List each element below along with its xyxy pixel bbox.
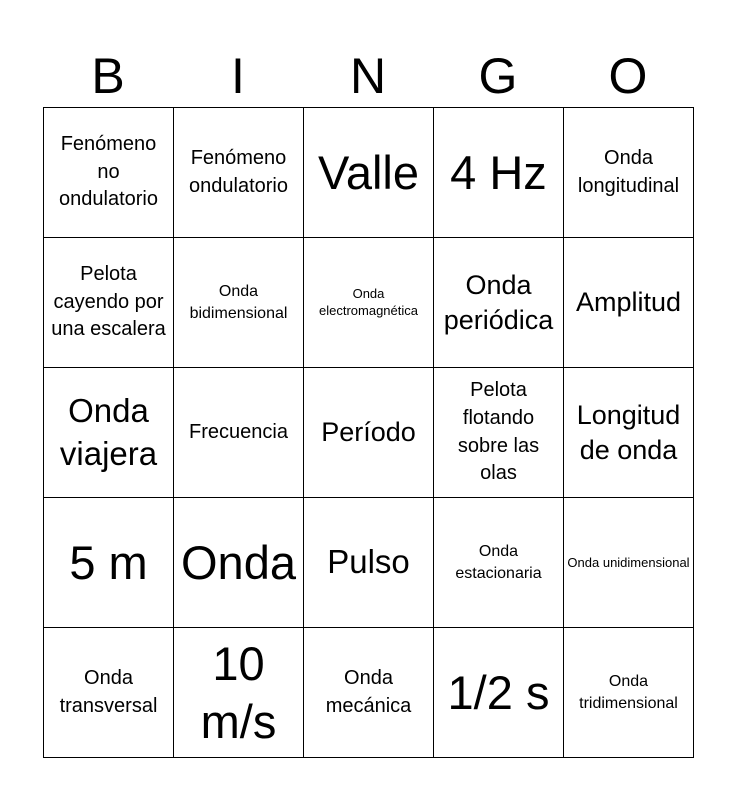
bingo-cell[interactable] (304, 238, 434, 368)
cell-label: Onda tridimensional (579, 672, 678, 712)
cell-label: Onda mecánica (325, 666, 412, 717)
cell-label: Onda (181, 535, 296, 589)
bingo-cell[interactable] (174, 498, 304, 628)
cell-label: Onda transversal (59, 666, 158, 717)
header-letter-i: I (231, 48, 245, 104)
bingo-cell[interactable] (44, 108, 174, 238)
bingo-cell[interactable] (44, 628, 174, 758)
bingo-cell[interactable] (174, 108, 304, 238)
header-letter-n: N (349, 48, 387, 104)
cell-label: Onda viajera (59, 391, 158, 472)
bingo-cell[interactable] (564, 368, 694, 498)
cell-label: 1/2 s (447, 665, 550, 719)
cell-label: Onda longitudinal (577, 146, 680, 197)
bingo-cell[interactable] (44, 238, 174, 368)
bingo-cell[interactable] (174, 368, 304, 498)
cell-label: Fenómeno ondulatorio (189, 146, 288, 197)
board-row (44, 108, 694, 238)
board-row (44, 238, 694, 368)
cell-label: Pulso (327, 543, 410, 581)
bingo-cell[interactable] (434, 108, 564, 238)
cell-label: 10 m/s (200, 637, 277, 748)
bingo-cell[interactable] (304, 108, 434, 238)
header-letter-b: B (91, 48, 125, 104)
bingo-cell[interactable] (564, 628, 694, 758)
cell-label: Pelota cayendo por una escalera (51, 263, 166, 341)
bingo-cell[interactable] (44, 368, 174, 498)
bingo-cell[interactable] (304, 498, 434, 628)
bingo-cell[interactable] (434, 368, 564, 498)
board-row (44, 498, 694, 628)
cell-label: Valle (317, 145, 420, 199)
cell-label: 4 Hz (450, 145, 547, 199)
header-letter-o: O (608, 48, 648, 104)
cell-label: Período (321, 417, 416, 448)
bingo-cell[interactable] (434, 238, 564, 368)
bingo-cell[interactable] (174, 238, 304, 368)
cell-label: Fenómeno no ondulatorio (59, 133, 158, 211)
bingo-cell[interactable] (44, 498, 174, 628)
cell-label: Longitud de onda (576, 399, 681, 465)
header-letter-g: G (478, 48, 518, 104)
cell-label: Frecuencia (189, 420, 288, 443)
bingo-cell[interactable] (434, 498, 564, 628)
cell-label: Onda estacionaria (455, 542, 542, 582)
board-row (44, 628, 694, 758)
cell-label: Onda unidimensional (567, 554, 690, 570)
bingo-cell[interactable] (564, 498, 694, 628)
bingo-cell[interactable] (174, 628, 304, 758)
cell-label: Pelota flotando sobre las olas (457, 379, 540, 485)
bingo-cell[interactable] (564, 238, 694, 368)
cell-label: Onda periódica (443, 269, 554, 335)
bingo-cell[interactable] (434, 628, 564, 758)
cell-label: Amplitud (575, 287, 682, 318)
bingo-cell[interactable] (304, 368, 434, 498)
cell-label: Onda electromagnética (319, 285, 418, 319)
cell-label: Onda bidimensional (189, 282, 288, 322)
bingo-board (43, 107, 694, 758)
bingo-header (43, 44, 693, 108)
board-row (44, 368, 694, 498)
bingo-cell[interactable] (304, 628, 434, 758)
cell-label: 5 m (69, 535, 148, 589)
bingo-cell[interactable] (564, 108, 694, 238)
